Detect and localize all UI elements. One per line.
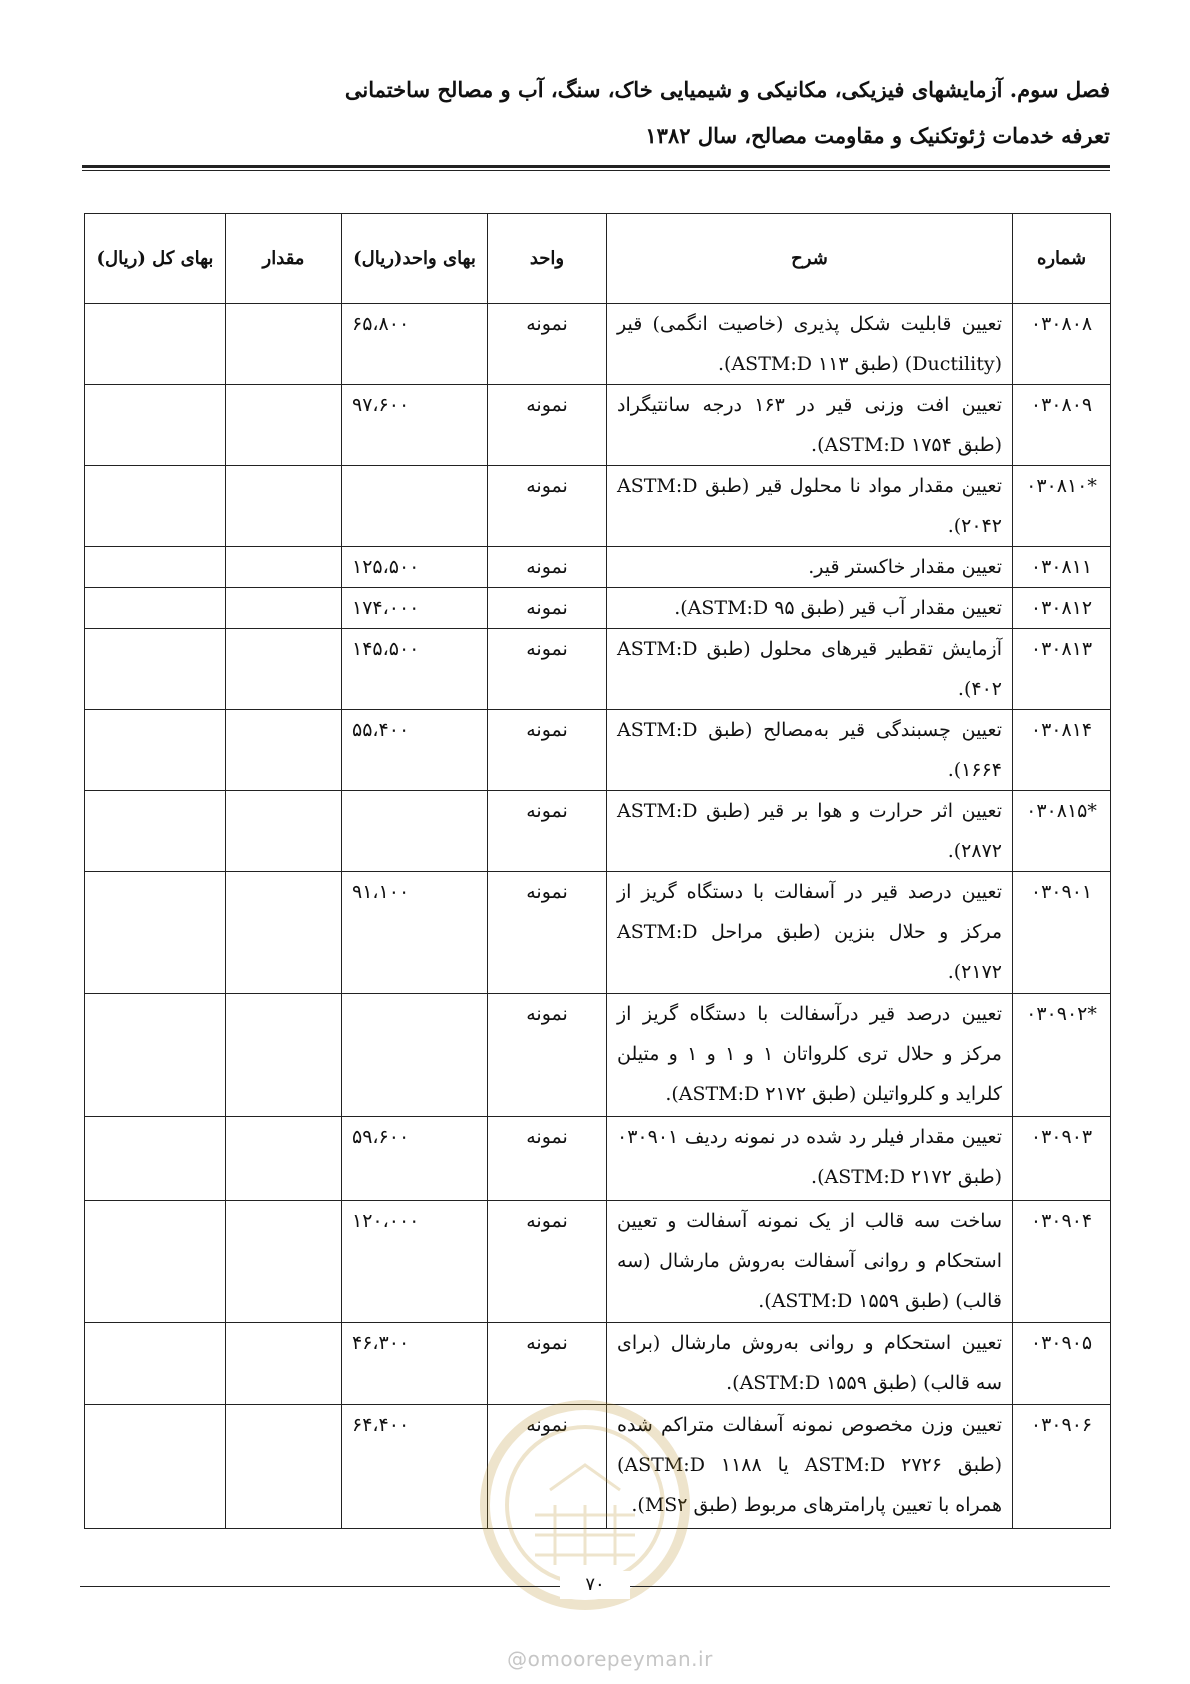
table-row	[85, 994, 1111, 1117]
table-row	[85, 710, 1111, 791]
row-unit-price: ۱۲۵،۵۰۰	[342, 547, 488, 588]
column-header-code: شماره	[1013, 214, 1111, 304]
row-quantity	[226, 588, 342, 629]
row-quantity	[226, 629, 342, 710]
row-description: آزمایش تقطیر قیرهای محلول (طبق ASTM:D ۴۰۲).	[607, 629, 1013, 710]
column-header-description: شرح	[607, 214, 1013, 304]
column-header-unit: واحد	[488, 214, 607, 304]
row-total-price	[85, 588, 226, 629]
row-quantity	[226, 791, 342, 872]
row-unit-price: ۹۷،۶۰۰	[342, 385, 488, 466]
row-unit-price: ۱۷۴،۰۰۰	[342, 588, 488, 629]
row-unit: نمونه	[488, 629, 607, 710]
row-code: ۰۳۰۹۰۱	[1013, 872, 1111, 994]
table-row	[85, 385, 1111, 466]
table-row	[85, 1201, 1111, 1323]
row-code: ۰۳۰۸۱۳	[1013, 629, 1111, 710]
row-description: تعیین قابلیت شکل پذیری (خاصیت انگمی) قیر (Ductility) (طبق ASTM:D ۱۱۳).	[607, 304, 1013, 385]
row-code: ۰۳۰۸۰۸	[1013, 304, 1111, 385]
row-unit: نمونه	[488, 1201, 607, 1323]
row-unit: نمونه	[488, 710, 607, 791]
row-description: تعیین اثر حرارت و هوا بر قیر (طبق ASTM:D ۲۸۷۲).	[607, 791, 1013, 872]
row-unit: نمونه	[488, 1405, 607, 1529]
row-total-price	[85, 547, 226, 588]
table-row	[85, 1323, 1111, 1405]
row-code: *۰۳۰۸۱۵	[1013, 791, 1111, 872]
row-code: *۰۳۰۹۰۲	[1013, 994, 1111, 1117]
row-unit-price	[342, 466, 488, 547]
row-quantity	[226, 547, 342, 588]
row-unit: نمونه	[488, 588, 607, 629]
table-row	[85, 588, 1111, 629]
row-description: تعیین مقدار فیلر رد شده در نمونه ردیف ۰۳۰۹۰۱ (طبق ASTM:D ۲۱۷۲).	[607, 1117, 1013, 1201]
table-row	[85, 547, 1111, 588]
row-description: ساخت سه قالب از یک نمونه آسفالت و تعیین استحکام و روانی آسفالت به‌روش مارشال (سه قالب) (طبق ASTM:D ۱۵۵۹).	[607, 1201, 1013, 1323]
table-header-row	[85, 214, 1111, 304]
row-unit-price: ۹۱،۱۰۰	[342, 872, 488, 994]
row-unit-price: ۱۲۰،۰۰۰	[342, 1201, 488, 1323]
row-total-price	[85, 385, 226, 466]
row-total-price	[85, 1201, 226, 1323]
row-quantity	[226, 872, 342, 994]
row-unit-price: ۶۵،۸۰۰	[342, 304, 488, 385]
row-total-price	[85, 304, 226, 385]
row-total-price	[85, 710, 226, 791]
row-total-price	[85, 466, 226, 547]
row-unit: نمونه	[488, 304, 607, 385]
row-description: تعیین استحکام و روانی به‌روش مارشال (برای سه قالب) (طبق ASTM:D ۱۵۵۹).	[607, 1323, 1013, 1405]
row-code: ۰۳۰۸۱۱	[1013, 547, 1111, 588]
row-unit: نمونه	[488, 872, 607, 994]
row-quantity	[226, 1323, 342, 1405]
document-subtitle: تعرفه خدمات ژئوتکنیک و مقاومت مصالح، سال ۱۳۸۲	[645, 123, 1110, 148]
table-row	[85, 629, 1111, 710]
row-code: ۰۳۰۸۰۹	[1013, 385, 1111, 466]
row-unit-price	[342, 994, 488, 1117]
page-number: ۷۰	[560, 1571, 630, 1599]
row-quantity	[226, 994, 342, 1117]
row-unit: نمونه	[488, 1323, 607, 1405]
column-header-quantity: مقدار	[226, 214, 342, 304]
table-row	[85, 466, 1111, 547]
table-row	[85, 1117, 1111, 1201]
row-unit-price: ۵۵،۴۰۰	[342, 710, 488, 791]
row-quantity	[226, 1201, 342, 1323]
row-unit: نمونه	[488, 547, 607, 588]
row-total-price	[85, 1405, 226, 1529]
row-unit-price	[342, 791, 488, 872]
row-description: تعیین مقدار خاکستر قیر.	[607, 547, 1013, 588]
row-total-price	[85, 1117, 226, 1201]
page-header	[80, 70, 1110, 156]
row-unit: نمونه	[488, 791, 607, 872]
table-row	[85, 1405, 1111, 1529]
row-quantity	[226, 1117, 342, 1201]
row-quantity	[226, 466, 342, 547]
row-total-price	[85, 1323, 226, 1405]
row-description: تعیین چسبندگی قیر به‌مصالح (طبق ASTM:D ۱۶۶۴).	[607, 710, 1013, 791]
row-total-price	[85, 994, 226, 1117]
row-code: ۰۳۰۹۰۴	[1013, 1201, 1111, 1323]
row-description: تعیین درصد قیر درآسفالت با دستگاه گریز از مرکز و حلال تری کلرواتان ۱ و ۱ و ۱ و متیلن کلراید و کلرواتیلن (طبق ۲۱۷۲ ASTM:D).	[607, 994, 1013, 1117]
row-unit-price: ۵۹،۶۰۰	[342, 1117, 488, 1201]
row-quantity	[226, 304, 342, 385]
tariff-table	[84, 213, 1111, 1529]
row-unit-price: ۱۴۵،۵۰۰	[342, 629, 488, 710]
row-quantity	[226, 385, 342, 466]
row-code: ۰۳۰۹۰۵	[1013, 1323, 1111, 1405]
row-unit: نمونه	[488, 466, 607, 547]
row-total-price	[85, 629, 226, 710]
row-description: تعیین افت وزنی قیر در ۱۶۳ درجه سانتیگراد (طبق ASTM:D ۱۷۵۴).	[607, 385, 1013, 466]
header-divider	[82, 165, 1110, 171]
row-quantity	[226, 1405, 342, 1529]
row-unit: نمونه	[488, 385, 607, 466]
column-header-total-price: بهای کل (ریال)	[85, 214, 226, 304]
row-code: ۰۳۰۹۰۶	[1013, 1405, 1111, 1529]
chapter-title: فصل سوم. آزمایشهای فیزیکی، مکانیکی و شیمیایی خاک، سنگ، آب و مصالح ساختمانی	[344, 77, 1110, 102]
row-quantity	[226, 710, 342, 791]
row-total-price	[85, 791, 226, 872]
row-description: تعیین وزن مخصوص نمونه آسفالت متراکم شده (طبق ASTM:D ۲۷۲۶ یا ASTM:D ۱۱۸۸) همراه با تعیین پارامترهای مربوط (طبق MS۲).	[607, 1405, 1013, 1529]
row-unit: نمونه	[488, 994, 607, 1117]
row-unit-price: ۶۴،۴۰۰	[342, 1405, 488, 1529]
row-unit: نمونه	[488, 1117, 607, 1201]
table-row	[85, 791, 1111, 872]
row-code: ۰۳۰۹۰۳	[1013, 1117, 1111, 1201]
row-description: تعیین مقدار آب قیر (طبق ASTM:D ۹۵).	[607, 588, 1013, 629]
row-code: ۰۳۰۸۱۴	[1013, 710, 1111, 791]
site-watermark: @omoorepeyman.ir	[507, 1647, 713, 1671]
row-description: تعیین درصد قیر در آسفالت با دستگاه گریز از مرکز و حلال بنزین (طبق مراحل ASTM:D ۲۱۷۲).	[607, 872, 1013, 994]
row-code: ۰۳۰۸۱۲	[1013, 588, 1111, 629]
row-unit-price: ۴۶،۳۰۰	[342, 1323, 488, 1405]
row-total-price	[85, 872, 226, 994]
table-row	[85, 304, 1111, 385]
row-description: تعیین مقدار مواد نا محلول قیر (طبق ASTM:D ۲۰۴۲).	[607, 466, 1013, 547]
column-header-unit-price: بهای واحد(ریال)	[342, 214, 488, 304]
row-code: *۰۳۰۸۱۰	[1013, 466, 1111, 547]
table-row	[85, 872, 1111, 994]
